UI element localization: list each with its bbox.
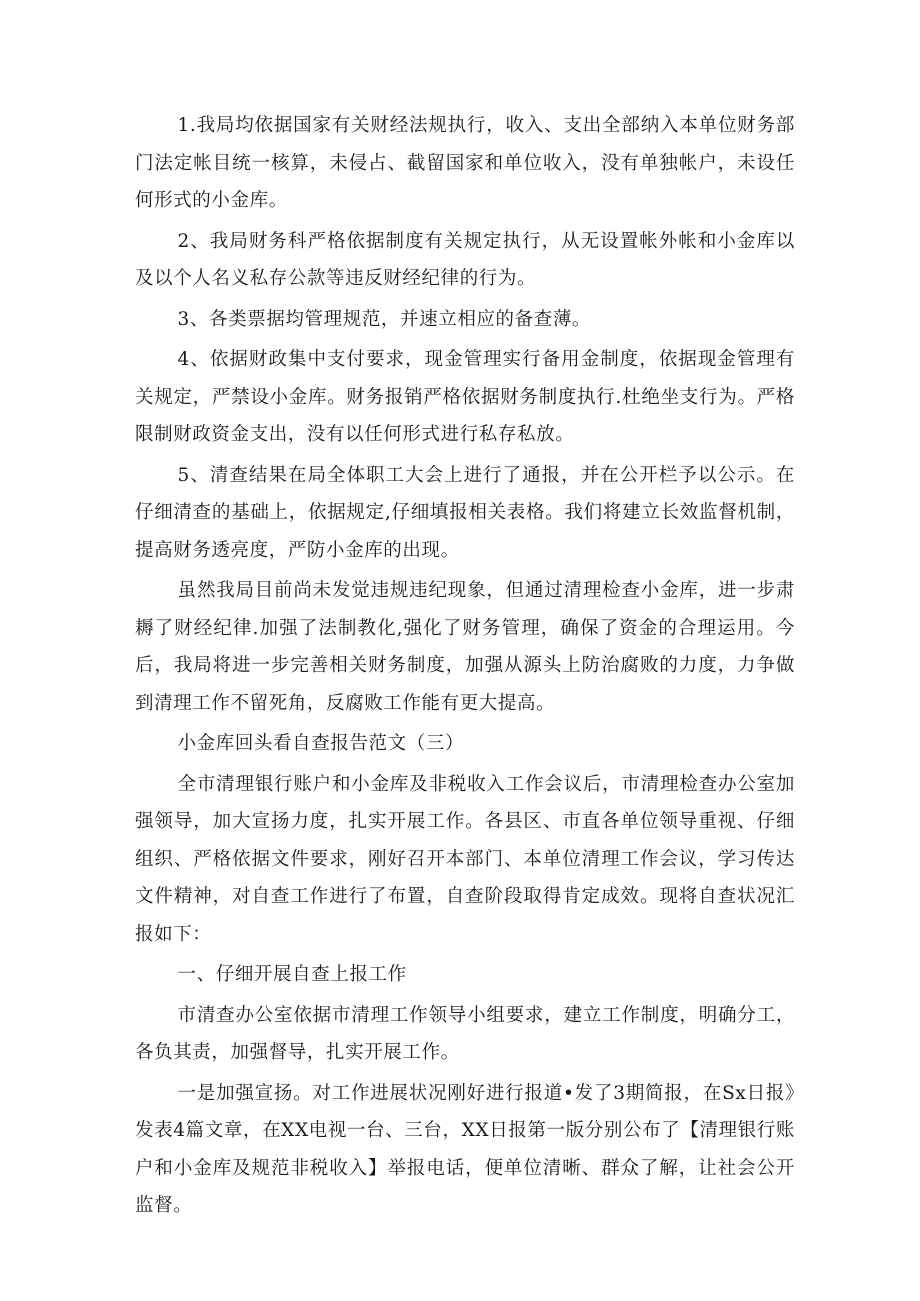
paragraph-publicity: 一是加强宣扬。对工作进展状况刚好进行报道•发了3期简报，在Sx日报》发表4篇文章，在XX电视一台、三台，XX日报第一版分别公布了【清理银行账户和小金库及规范非税收入】举报电话，便单位清晰、群众了解，让社会公开监督。 bbox=[135, 1082, 795, 1216]
paragraph-work: 市清查办公室依据市清理工作领导小组要求，建立工作制度，明确分工，各负其责，加强督导，扎实开展工作。 bbox=[135, 1004, 795, 1063]
subsection-heading: 一、仔细开展自查上报工作 bbox=[177, 964, 407, 985]
paragraph-summary: 虽然我局目前尚未发觉违规违纪现象，但通过清理检查小金库，进一步肃耨了财经纪律.加强了法制教化,强化了财务管理，确保了资金的合理运用。今后，我局将进一步完善相关财务制度，加强从源头上防治腐败的力度，力争做到清理工作不留死角，反腐败工作能有更大提高。 bbox=[135, 580, 795, 714]
paragraph-intro: 全市清理银行账户和小金库及非税收入工作会议后，市清理检查办公室加强领导，加大宣扬力度，扎实开展工作。各县区、市直各单位领导重视、仔细组织、严格依据文件要求，刚好召开本部门、本单位清理工作会议，学习传达文件精神，对自查工作进行了布置，自查阶段取得肯定成效。现将自查状况汇报如下： bbox=[135, 773, 795, 945]
paragraph-item-3: 3、各类票据均管理规范，并速立相应的备查薄。 bbox=[177, 308, 592, 330]
paragraph-item-2: 2、我局财务科严格依据制度有关规定执行，从无设置帐外帐和小金库以及以个人名义私存公款等违反财经纪律的行为。 bbox=[135, 230, 795, 289]
paragraph-item-1: 1.我局均依据国家有关财经法规执行，收入、支出全部纳入本单位财务部门法定帐目统一核算，未侵占、截留国家和单位收入，没有单独帐户，未设任何形式的小金库。 bbox=[135, 115, 795, 211]
document-body bbox=[135, 107, 795, 1225]
paragraph-item-4: 4、依据财政集中支付要求，现金管理实行备用金制度，依据现金管理有关规定，严禁设小金库。财务报销严格依据财务制度执行.杜绝坐支行为。严格限制财政资金支出，没有以任何形式进行私存私放。 bbox=[135, 349, 795, 445]
paragraph-item-5: 5、清查结果在局全体职工大会上进行了通报，并在公开栏予以公示。在仔细清查的基础上，依据规定,仔细填报相关表格。我们将建立长效监督机制，提高财务透亮度，严防小金库的出现。 bbox=[135, 464, 795, 561]
section-heading: 小金库回头看自查报告范文（三） bbox=[177, 733, 465, 754]
